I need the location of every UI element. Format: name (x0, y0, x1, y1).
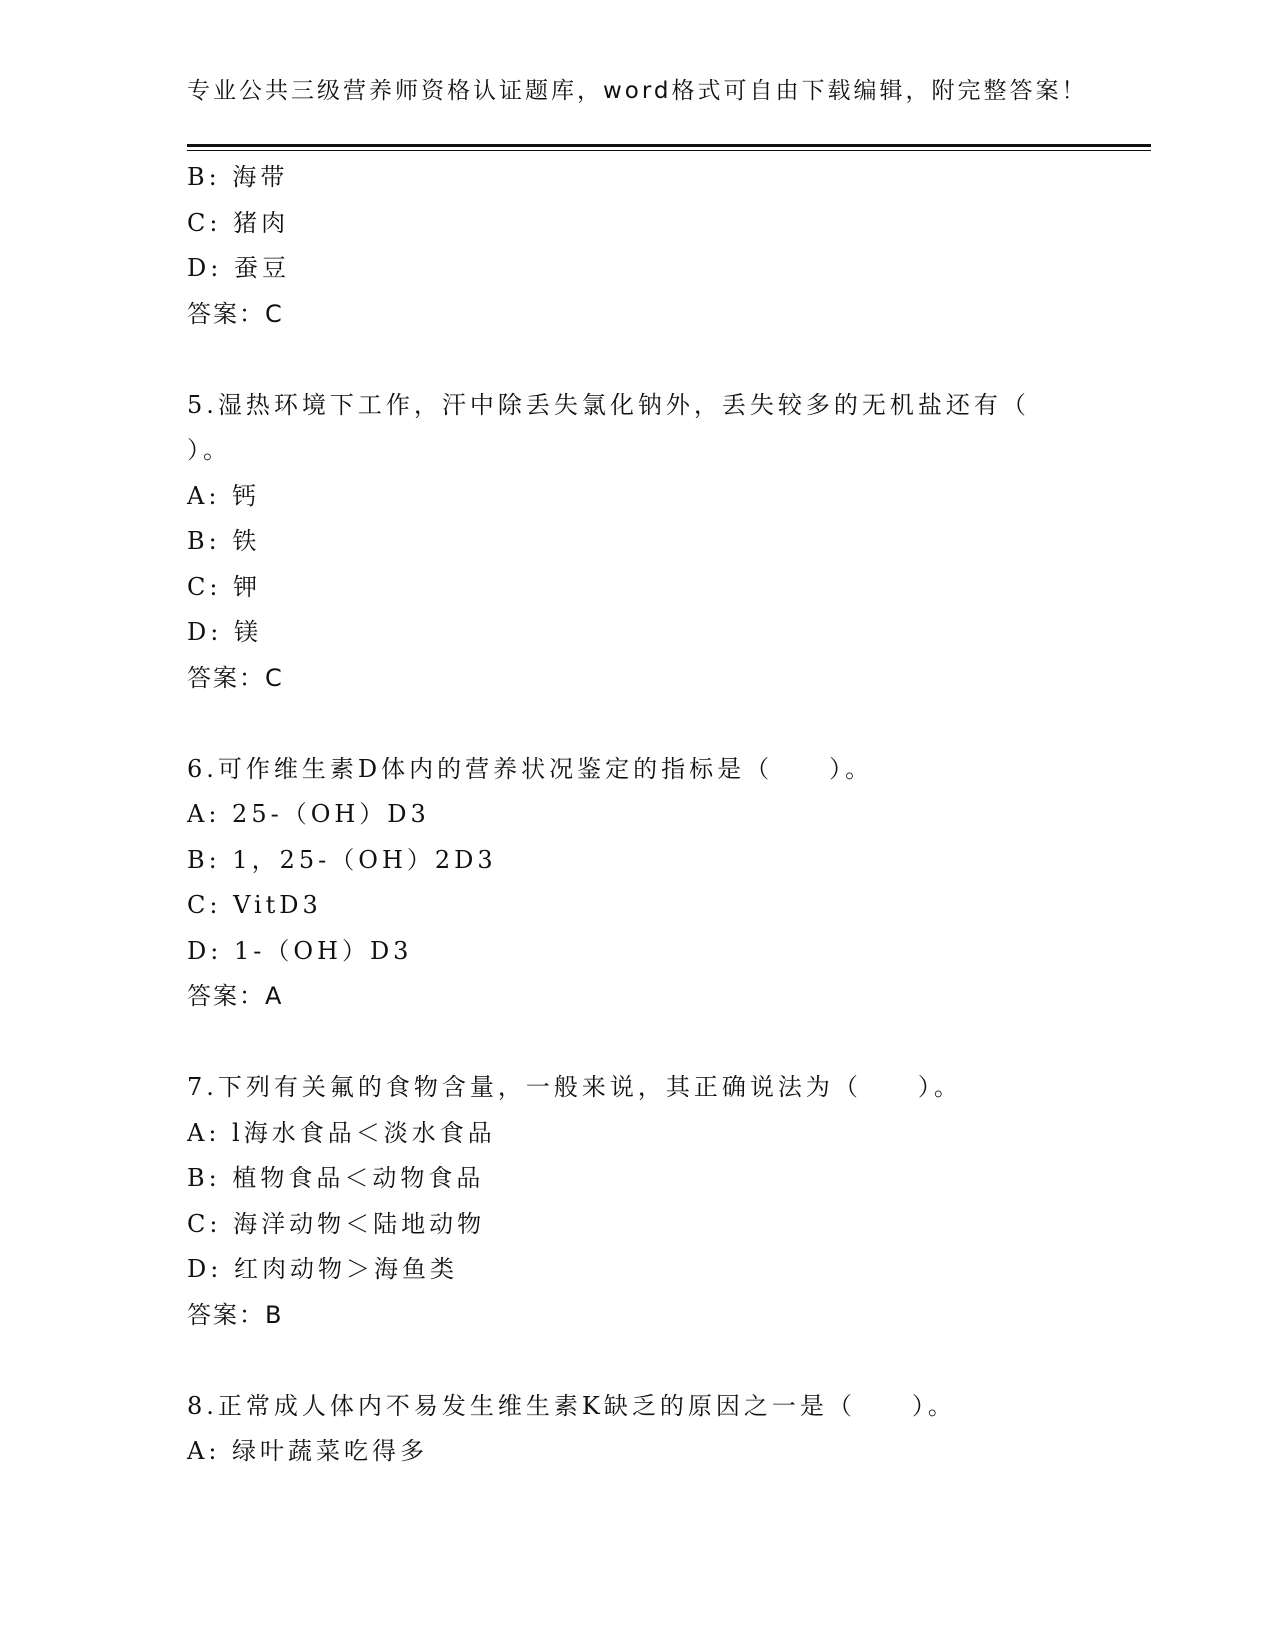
answer-line: 答案：A (187, 982, 284, 1010)
question-block-5 (187, 383, 1087, 702)
question-stem: 7.下列有关氟的食物含量，一般来说，其正确说法为（ ）。 (187, 1073, 962, 1101)
question-block-7 (187, 1065, 1087, 1338)
option-line: C: 海洋动物＜陆地动物 (187, 1209, 486, 1238)
answer-line: 答案：C (187, 663, 284, 692)
spacer (187, 701, 1087, 747)
option-line: C: 猪肉 (187, 208, 290, 237)
option-line: D: 镁 (187, 618, 262, 646)
option-line: B: 1，25-（OH）2D3 (187, 845, 497, 874)
header-rule-thin (187, 150, 1151, 151)
answer-line: 答案：B (187, 1300, 284, 1329)
option-line: A: l海水食品＜淡水食品 (187, 1118, 496, 1147)
header-rule-thick (187, 144, 1151, 147)
spacer (187, 337, 1087, 383)
question-block-8 (187, 1384, 1087, 1475)
option-line: A: 绿叶蔬菜吃得多 (187, 1437, 429, 1465)
option-line: B: 海带 (187, 163, 289, 191)
page-header: 专业公共三级营养师资格认证题库，word格式可自由下载编辑，附完整答案！ (187, 78, 1088, 104)
option-line: B: 铁 (187, 527, 261, 555)
option-line: C: VitD3 (187, 891, 322, 919)
option-line: D: 红肉动物＞海鱼类 (187, 1255, 458, 1283)
spacer (187, 1020, 1087, 1066)
option-line: A: 钙 (187, 481, 261, 510)
option-line: C: 钾 (187, 572, 262, 601)
option-line: A: 25-（OH）D3 (187, 800, 430, 828)
spacer (187, 1338, 1087, 1384)
question-stem: 5.湿热环境下工作，汗中除丢失氯化钠外，丢失较多的无机盐还有（ (187, 390, 1030, 419)
answer-line: 答案：C (187, 299, 284, 328)
question-stem: ）。 (187, 436, 231, 464)
option-line: D: 蚕豆 (187, 254, 290, 282)
option-line: B: 植物食品＜动物食品 (187, 1164, 485, 1192)
question-stem: 8.正常成人体内不易发生维生素K缺乏的原因之一是（ ）。 (187, 1391, 956, 1420)
question-content (187, 155, 1087, 1475)
question-block-6 (187, 747, 1087, 1020)
question-stem: 6.可作维生素D体内的营养状况鉴定的指标是（ ）。 (187, 754, 874, 783)
option-line: D: 1-（OH）D3 (187, 936, 413, 965)
question-block-partial (187, 155, 1087, 337)
